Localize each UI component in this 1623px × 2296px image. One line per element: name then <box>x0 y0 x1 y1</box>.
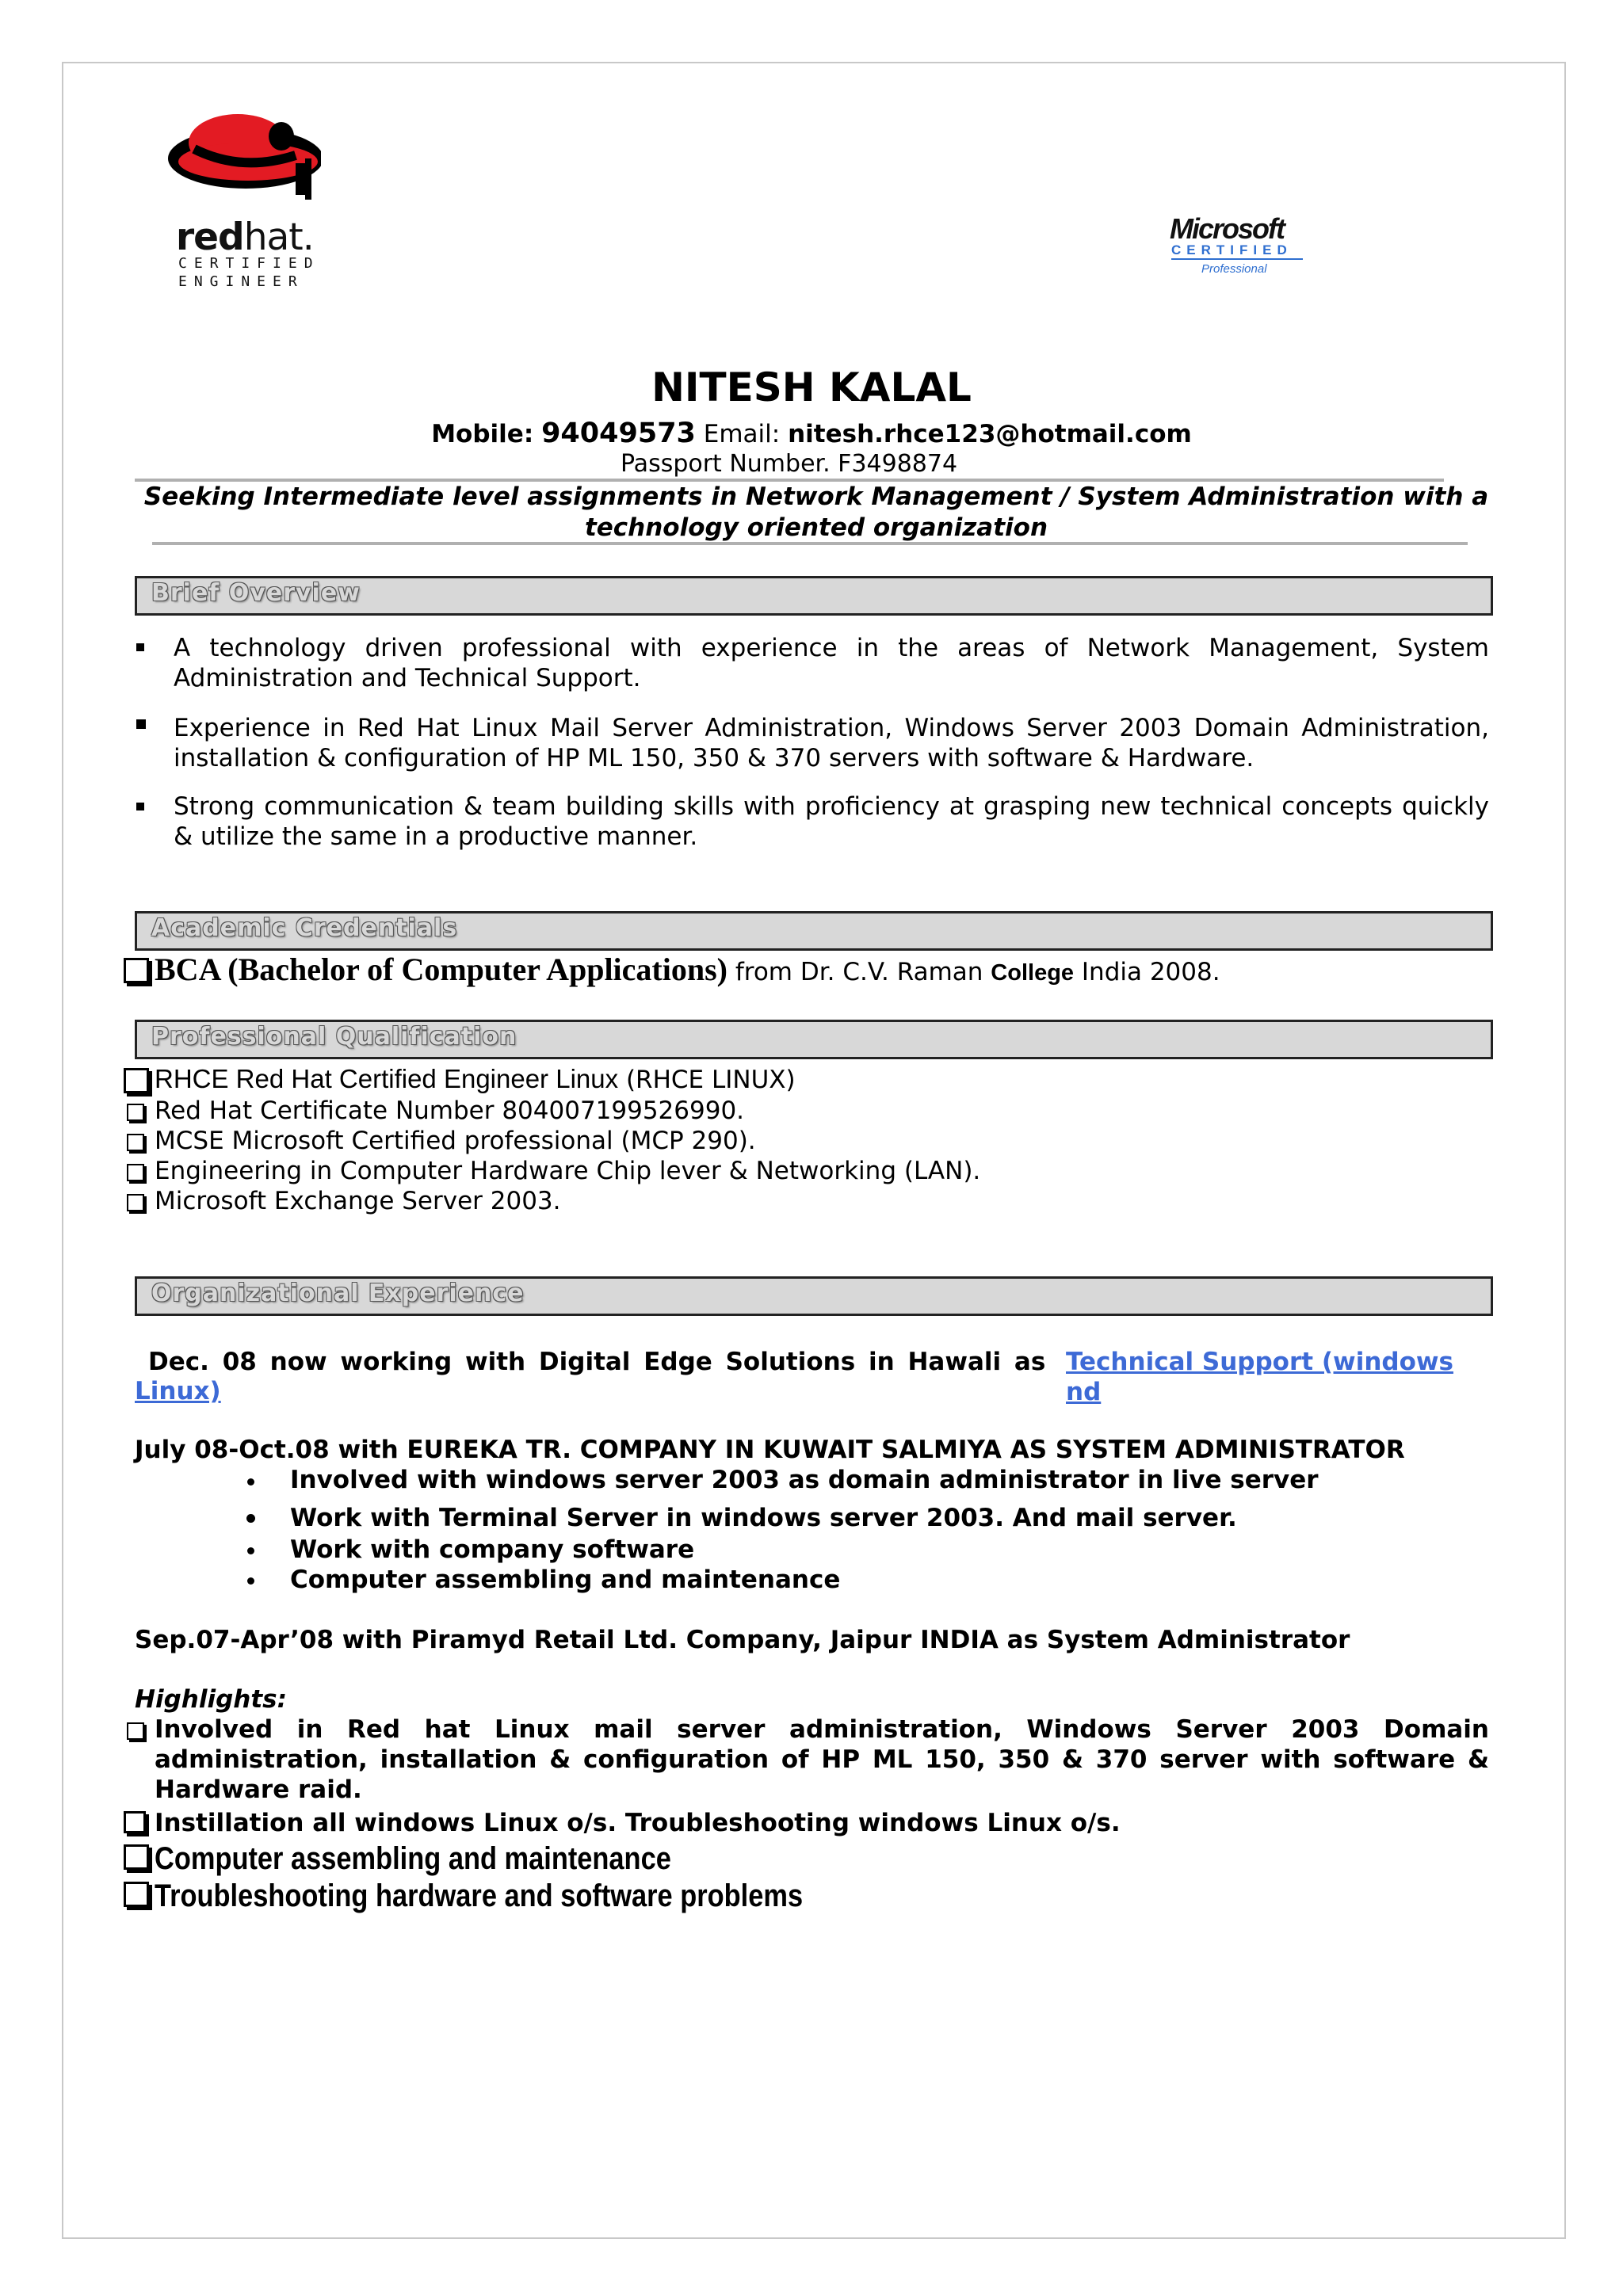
checkbox-icon <box>124 958 149 983</box>
qualification-item: Red Hat Certificate Number 804007199526990. <box>155 1097 745 1125</box>
bullet-icon <box>136 719 146 729</box>
section-brief-overview <box>135 576 1493 616</box>
redhat-logo <box>162 111 321 217</box>
objective-line-1: Seeking Intermediate level assignments in Network Management / System Administration with a <box>143 482 1489 511</box>
checkbox-icon <box>127 1164 144 1181</box>
qualification-main: RHCE Red Hat Certified Engineer Linux <box>155 1064 619 1093</box>
highlight-item: Involved in Red hat Linux mail server administration, Windows Server 2003 Domain administration, installation & configuration of HP ML 150, 350 & 370 server with software & Hardware raid. <box>155 1715 1489 1804</box>
redhat-engineer: ENGINEER <box>178 273 304 290</box>
section-title: Brief Overview <box>151 579 361 607</box>
checkbox-icon <box>127 1194 144 1211</box>
degree-college: College <box>991 960 1075 986</box>
bullet-icon <box>247 1478 254 1486</box>
objective-line-2: technology oriented organization <box>584 513 1048 542</box>
overview-item: Strong communication & team building skills with proficiency at grasping new technical concepts quickly & utilize the same in a productive manner. <box>174 792 1489 851</box>
degree-title: BCA (Bachelor of Computer Applications) <box>155 952 727 987</box>
job-1-link-continued[interactable]: Linux) <box>135 1377 221 1405</box>
job-2-item: Computer assembling and maintenance <box>290 1566 841 1594</box>
job-2-item: Work with company software <box>290 1535 695 1564</box>
degree-line <box>155 951 1220 988</box>
degree-year: India 2008. <box>1074 958 1220 986</box>
section-title: Academic Credentials <box>151 914 458 942</box>
degree-from: from Dr. C.V. Raman <box>727 958 991 986</box>
highlight-item: Troubleshooting hardware and software problems <box>155 1878 804 1913</box>
header-rule-bottom <box>152 542 1468 545</box>
microsoft-professional: Professional <box>1201 262 1267 276</box>
checkbox-icon <box>127 1134 144 1151</box>
redhat-certified: CERTIFIED <box>178 255 320 272</box>
job-2-item: Work with Terminal Server in windows server 2003. And mail server. <box>290 1504 1237 1532</box>
email-label: Email: <box>703 420 781 448</box>
section-organizational-experience <box>135 1276 1493 1316</box>
job-2-item: Involved with windows server 2003 as domain administrator in live server <box>290 1466 1319 1494</box>
overview-item: Experience in Red Hat Linux Mail Server Administration, Windows Server 2003 Domain Administration, installation & configuration of HP ML 150, 350 & 370 servers with software & Hardware. <box>174 714 1489 772</box>
redhat-wordmark: redhat. <box>176 215 314 259</box>
mobile-number: 94049573 <box>541 418 696 449</box>
email-address[interactable]: nitesh.rhce123@hotmail.com <box>788 420 1192 448</box>
highlight-item: Computer assembling and maintenance <box>155 1841 671 1876</box>
checkbox-icon <box>124 1068 149 1093</box>
job-1-text: Dec. 08 now working with Digital Edge Solutions in Hawali as <box>148 1348 1046 1376</box>
microsoft-wordmark: Microsoft <box>1170 212 1284 245</box>
candidate-name: NITESH KALAL <box>651 364 972 410</box>
qualification-item: MCSE Microsoft Certified professional (MCP 290). <box>155 1127 756 1155</box>
checkbox-icon <box>127 1722 144 1740</box>
job-3-title: Sep.07-Apr’08 with Piramyd Retail Ltd. Company, Jaipur INDIA as System Administrator <box>135 1626 1350 1654</box>
overview-item: A technology driven professional with experience in the areas of Network Management, System Administration and Technical Support. <box>174 634 1489 692</box>
checkbox-icon <box>124 1844 149 1870</box>
bullet-icon <box>247 1547 254 1554</box>
qualification-item <box>155 1064 796 1094</box>
job-2-title: July 08-Oct.08 with EUREKA TR. COMPANY IN KUWAIT SALMIYA AS SYSTEM ADMINISTRATOR <box>135 1436 1405 1464</box>
section-academic-credentials <box>135 911 1493 951</box>
section-title: Professional Qualification <box>151 1023 517 1051</box>
career-objective <box>135 482 1498 543</box>
qualification-rest: (RHCE LINUX) <box>618 1066 796 1094</box>
section-title: Organizational Experience <box>151 1280 525 1307</box>
redhat-hat-icon <box>162 111 321 214</box>
checkbox-icon <box>127 1104 144 1121</box>
section-professional-qualification <box>135 1020 1493 1059</box>
bullet-icon <box>247 1577 254 1585</box>
checkbox-icon <box>124 1882 149 1907</box>
bullet-icon <box>136 803 144 810</box>
mobile-label: Mobile: <box>431 420 534 448</box>
bullet-icon <box>246 1514 255 1523</box>
highlight-item: Instillation all windows Linux o/s. Troubleshooting windows Linux o/s. <box>155 1809 1121 1837</box>
microsoft-rule <box>1171 258 1303 260</box>
contact-line <box>0 418 1623 449</box>
microsoft-certified: CERTIFIED <box>1171 242 1293 257</box>
qualification-item: Engineering in Computer Hardware Chip lever & Networking (LAN). <box>155 1157 981 1185</box>
passport-number: Passport Number. F3498874 <box>620 450 958 478</box>
job-1-link[interactable]: Technical Support (windows nd <box>1066 1348 1453 1406</box>
bullet-icon <box>136 643 144 651</box>
highlights-label: Highlights: <box>135 1685 288 1714</box>
qualification-item: Microsoft Exchange Server 2003. <box>155 1187 561 1215</box>
checkbox-icon <box>124 1811 146 1833</box>
